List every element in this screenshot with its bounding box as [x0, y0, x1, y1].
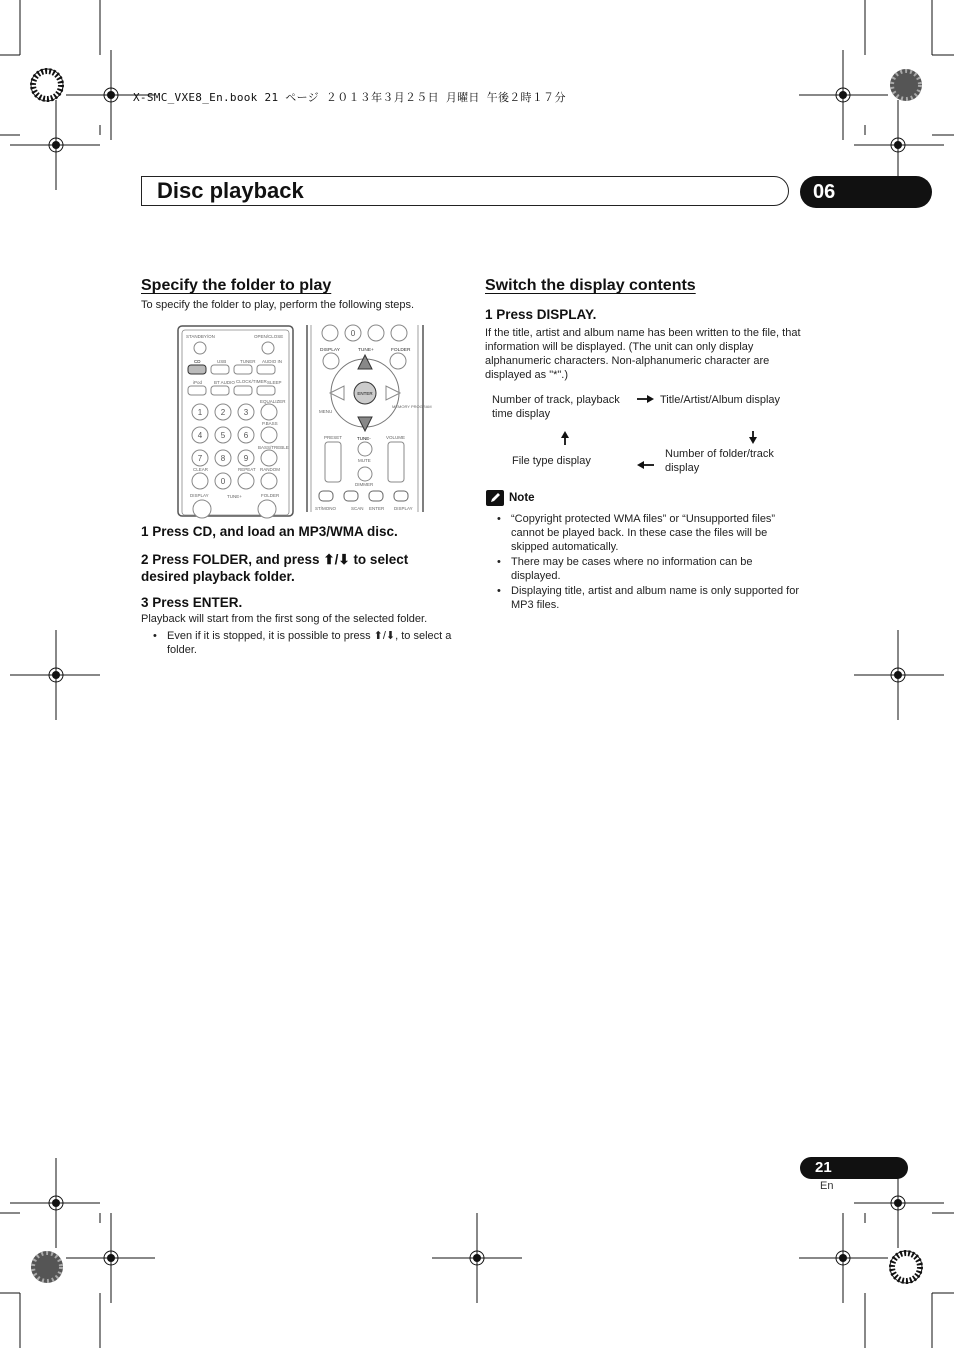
remote-label-cd: CD	[194, 359, 201, 364]
remote2-key-0: 0	[350, 329, 356, 338]
folder-step-3-bullets	[145, 629, 461, 658]
remote-label-folder: FOLDER	[261, 493, 280, 498]
flow-arrows	[480, 385, 800, 485]
remote-key-5: 5	[220, 431, 226, 440]
remote2-label-enter: ENTER	[357, 391, 373, 396]
remote2-label-mute: MUTE	[358, 458, 371, 463]
remote2-label-enter-small: ENTER	[369, 506, 385, 511]
display-step-1: 1 Press DISPLAY.	[485, 307, 597, 322]
folder-step-3-bullet: • Even if it is stopped, it is possible to press ⬆/⬇, to select a folder.	[145, 629, 461, 657]
remote-key-8: 8	[220, 454, 226, 463]
display-step-1-text: If the title, artist and album name has been written to the file, that information will be displayed. (The unit can only display alphanumeric characters. Non-alphanumeric character are displayed as "*".)	[485, 327, 801, 381]
remote-label-sleep: SLEEP	[267, 380, 282, 385]
folder-step-3: 3 Press ENTER.	[141, 595, 243, 610]
chapter-number: 06	[800, 176, 932, 208]
flow-title-artist: Title/Artist/Album display	[660, 394, 781, 406]
note-item: • Displaying title, artist and album name is only supported for MP3 files.	[489, 584, 803, 612]
flow-file-type: File type display	[512, 455, 591, 467]
remote-label-open-close: OPEN/CLOSE	[254, 334, 284, 339]
remote-label-tuner: TUNER	[240, 359, 256, 364]
folder-step-1: 1 Press CD, and load an MP3/WMA disc.	[141, 524, 398, 539]
note-list	[489, 512, 803, 613]
note-item: • There may be cases where no information can be displayed.	[489, 555, 803, 583]
remote-key-9: 9	[243, 454, 249, 463]
remote-label-repeat: REPEAT	[238, 467, 256, 472]
section-heading-folder: Specify the folder to play	[141, 277, 332, 294]
flow-track-time: Number of track, playback time display	[492, 394, 620, 420]
remote-key-3: 3	[243, 408, 249, 417]
remote2-label-tune-plus: TUNE+	[358, 348, 374, 353]
folder-intro: To specify the folder to play, perform the following steps.	[141, 299, 415, 311]
flow-folder-track: Number of folder/track display	[665, 448, 774, 474]
remote2-label-volume: VOLUME	[386, 435, 406, 440]
page-title: Disc playback	[157, 178, 304, 203]
remote-label-clear: CLEAR	[193, 467, 209, 472]
remote2-label-st-mono: ST/MONO	[315, 506, 336, 511]
remote-key-4: 4	[197, 431, 203, 440]
print-file-info: X-SMC_VXE8_En.book 21 ページ ２０１３年３月２５日 月曜日 午後２時１７分	[133, 91, 566, 104]
note-icon	[486, 490, 504, 506]
remote2-label-scan: SCAN	[351, 506, 364, 511]
remote-label-tune-plus: TUNE+	[227, 494, 242, 499]
remote2-label-dimmer: DIMMER	[355, 482, 374, 487]
remote2-label-tune-minus: TUNE-	[357, 436, 371, 441]
note-item: • “Copyright protected WMA files” or “Unsupported files” cannot be played back. In these case the files will be skipped automatically.	[489, 512, 803, 554]
remote-label-random: RANDOM	[260, 467, 280, 472]
remote2-label-memory-program: MEMORY PROGRAM	[392, 404, 432, 409]
remote-illustration-right	[306, 325, 432, 512]
remote2-label-folder: FOLDER	[391, 348, 411, 353]
section-heading-display: Switch the display contents	[485, 277, 696, 294]
remote2-label-preset: PRESET	[324, 435, 343, 440]
remote-label-pbass: P.BASS	[262, 421, 278, 426]
remote-label-bt-audio: BT AUDIO	[214, 380, 235, 385]
folder-step-2-line-2: desired playback folder.	[141, 569, 295, 584]
remote-label-ipod: iPod	[193, 380, 203, 385]
remote-key-7: 7	[197, 454, 203, 463]
remote-label-clock-timer: CLOCK/TIMER	[236, 379, 267, 384]
remote2-label-display-small: DISPLAY	[394, 506, 413, 511]
remote-key-1: 1	[197, 408, 203, 417]
remote2-label-display: DISPLAY	[320, 348, 340, 353]
remote-label-equalizer: EQUALIZER	[260, 399, 286, 404]
remote-key-2: 2	[220, 408, 226, 417]
folder-step-3-text: Playback will start from the first song of the selected folder.	[141, 613, 428, 625]
remote-label-usb: USB	[217, 359, 227, 364]
remote-illustration-left	[177, 325, 294, 512]
remote-label-bass-treble: BASS/TREBLE	[258, 445, 289, 450]
remote2-label-menu: MENU	[319, 409, 333, 414]
remote-label-display: DISPLAY	[190, 493, 209, 498]
folder-step-2-line-1: 2 Press FOLDER, and press ⬆/⬇ to select	[141, 552, 409, 567]
note-title: Note	[509, 492, 535, 504]
remote-label-standby: STANDBY/ON	[186, 334, 215, 339]
remote-label-audio-in: AUDIO IN	[262, 359, 283, 364]
remote-key-0: 0	[220, 477, 226, 486]
language-code: En	[820, 1180, 834, 1192]
page-number: 21	[800, 1157, 908, 1179]
remote-key-6: 6	[243, 431, 249, 440]
